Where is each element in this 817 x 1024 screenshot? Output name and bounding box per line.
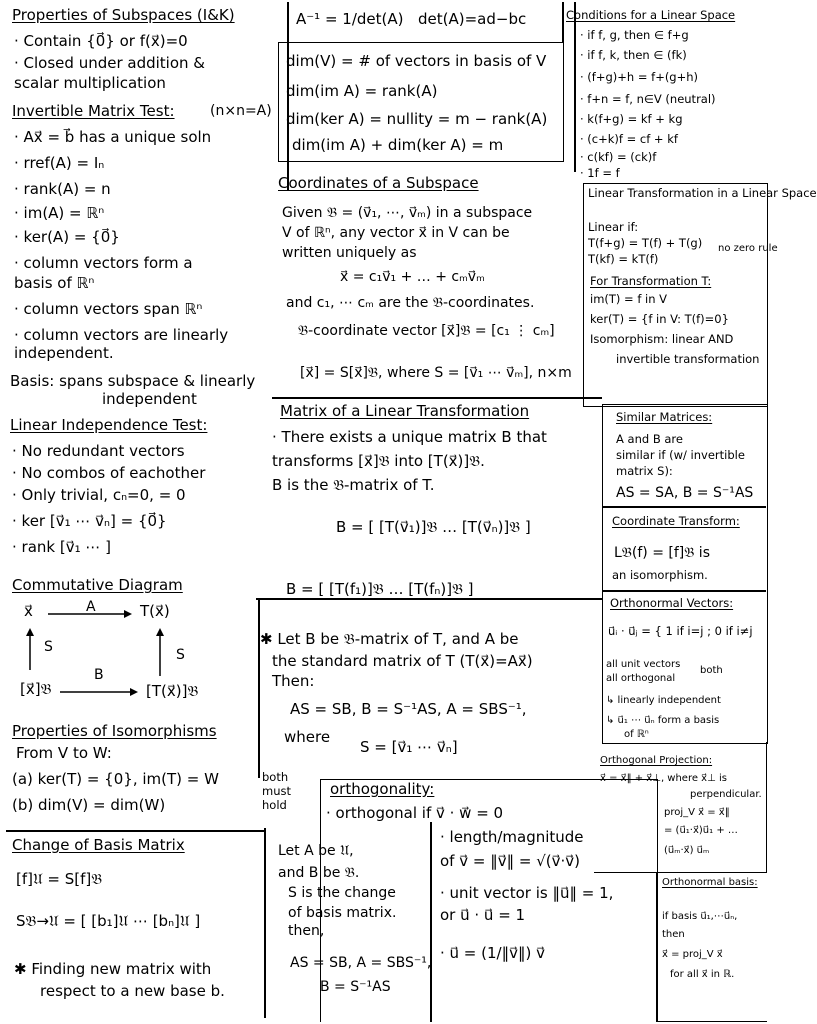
coord-transform-title: Coordinate Transform: xyxy=(612,514,740,528)
list-item: · Ax⃗ = b⃗ has a unique soln xyxy=(14,128,212,146)
note-line: both xyxy=(262,770,289,784)
list-item: · No combos of eachother xyxy=(12,464,206,482)
ortho-basis-box xyxy=(656,872,767,1022)
label-s: S xyxy=(44,639,53,655)
b-matrix-2: B = [ [T(f₁)]𝔅 … [T(fₙ)]𝔅 ] xyxy=(286,580,474,598)
change-eq-2: S𝔅→𝔘 = [ [b₁]𝔘 ⋯ [bₙ]𝔘 ] xyxy=(16,912,201,930)
list-item: · (f+g)+h = f+(g+h) xyxy=(580,70,699,84)
from-line: From V to W: xyxy=(16,744,112,762)
list-item: · ker [v⃗₁ ⋯ v⃗ₙ] = {0⃗} xyxy=(12,512,167,530)
star-line: ✱ Finding new matrix with xyxy=(14,960,212,978)
inverse-formula: A⁻¹ = 1/det(A) xyxy=(296,10,404,28)
list-item: · ker(A) = {0⃗} xyxy=(14,228,120,246)
text-line: proj_V x⃗ = x⃗‖ xyxy=(664,807,730,818)
text-line: the standard matrix of T (T(x⃗)=Ax⃗) xyxy=(272,652,533,670)
text-line: perpendicular. xyxy=(690,789,762,800)
divider xyxy=(430,822,432,1022)
text-line: A and B are xyxy=(616,432,683,446)
text-line: V of ℝⁿ, any vector x⃗ in V can be xyxy=(282,225,510,241)
basis-line: Basis: spans subspace & linearly xyxy=(10,372,256,390)
divider xyxy=(6,830,264,832)
list-item: of v⃗ = ‖v⃗‖ = √(v⃗·v⃗) xyxy=(440,852,580,870)
list-item: · 1f = f xyxy=(580,166,620,180)
arrowhead xyxy=(124,610,132,618)
node-tx: T(x⃗) xyxy=(140,602,170,620)
list-item: · No redundant vectors xyxy=(12,442,185,460)
independence-title: Linear Independence Test: xyxy=(10,416,208,434)
text-line: of ℝⁿ xyxy=(624,729,649,740)
divider xyxy=(602,506,766,508)
dim-line: dim(ker A) = nullity = m − rank(A) xyxy=(286,110,548,128)
label-b: B xyxy=(94,667,104,683)
orthonormal-title: Orthonormal Vectors: xyxy=(610,596,734,610)
text-line: · There exists a unique matrix B that xyxy=(272,428,547,446)
divider xyxy=(256,598,602,600)
let-eq-2: B = S⁻¹AS xyxy=(320,979,391,995)
change-eq-1: [f]𝔘 = S[f]𝔅 xyxy=(16,870,103,888)
text-line: B is the 𝔅-matrix of T. xyxy=(272,476,435,494)
for-t: For Transformation T: xyxy=(590,274,712,288)
basis-line: independent xyxy=(102,390,197,408)
list-item: · if f, k, then ∈ (fk) xyxy=(580,48,687,62)
dim-line: dim(im A) = rank(A) xyxy=(286,82,438,100)
list-item: · u⃗ = (1/‖v⃗‖) v⃗ xyxy=(440,944,545,962)
text-line: 𝔅-coordinate vector [x⃗]𝔅 = [c₁ ⋮ cₘ] xyxy=(298,323,555,339)
similar-title: Similar Matrices: xyxy=(616,410,713,424)
list-item: · k(f+g) = kf + kg xyxy=(580,112,683,126)
divider xyxy=(562,2,564,42)
list-item: · if f, g, then ∈ f+g xyxy=(580,28,689,42)
divider xyxy=(264,828,266,1018)
list-item: · Closed under addition & xyxy=(14,54,205,72)
s-matrix: S = [v⃗₁ ⋯ v⃗ₙ] xyxy=(360,738,458,756)
list-item: independent. xyxy=(14,344,114,362)
list-item: · f+n = f, n∈V (neutral) xyxy=(580,92,716,106)
orthonormal-eq: u⃗ᵢ · u⃗ⱼ = { 1 if i=j ; 0 if i≠j xyxy=(608,624,753,638)
iso-b: (b) dim(V) = dim(W) xyxy=(12,796,166,814)
list-item: · c(kf) = (ck)f xyxy=(580,150,657,164)
list-item: · Only trivial, cₙ=0, = 0 xyxy=(12,486,186,504)
commutative-title: Commutative Diagram xyxy=(12,576,183,594)
text-line: all unit vectors xyxy=(606,659,681,670)
list-item: · column vectors are linearly xyxy=(14,326,229,344)
text-line: [x⃗] = S[x⃗]𝔅, where S = [v⃗₁ ⋯ v⃗ₘ], n×m xyxy=(300,365,572,381)
no-zero-note: no zero rule xyxy=(718,243,778,254)
divider xyxy=(574,2,576,172)
list-item: scalar multiplication xyxy=(14,74,166,92)
text-line: = (u⃗₁·x⃗)u⃗₁ + … xyxy=(664,825,738,836)
text-line: (u⃗ₘ·x⃗) u⃗ₘ xyxy=(664,845,710,856)
text-line: ↳ u⃗₁ ⋯ u⃗ₙ form a basis xyxy=(606,715,720,726)
linear-if: Linear if: xyxy=(588,220,639,234)
text-line: all orthogonal xyxy=(606,673,676,684)
det-formula: det(A)=ad−bc xyxy=(418,10,527,28)
list-item: · rank [v⃗₁ ⋯ ] xyxy=(12,538,111,556)
dim-line: dim(im A) + dim(ker A) = m xyxy=(292,136,504,154)
invertible-title: Invertible Matrix Test: xyxy=(12,102,175,120)
subspaces-title: Properties of Subspaces (I&K) xyxy=(12,6,235,24)
list-item: basis of ℝⁿ xyxy=(14,274,95,292)
change-basis-title: Change of Basis Matrix xyxy=(12,836,185,854)
star-line: respect to a new base b. xyxy=(40,982,225,1000)
text-line: transforms [x⃗]𝔅 into [T(x⃗)]𝔅. xyxy=(272,452,485,470)
list-item: · column vectors form a xyxy=(14,254,193,272)
node-xb: [x⃗]𝔅 xyxy=(20,680,52,698)
text-line: Given 𝔅 = (v⃗₁, ⋯, v⃗ₘ) in a subspace xyxy=(282,205,533,221)
coordinates-title: Coordinates of a Subspace xyxy=(278,174,479,192)
isomorphisms-title: Properties of Isomorphisms xyxy=(12,722,217,740)
text-line: x⃗ = x⃗‖ + x⃗⊥, where x⃗⊥ is xyxy=(600,773,727,784)
text-line: x⃗ = proj_V x⃗ xyxy=(662,949,723,960)
b-matrix-1: B = [ [T(v⃗₁)]𝔅 … [T(v⃗ₙ)]𝔅 ] xyxy=(336,518,531,536)
where-label: where xyxy=(284,728,331,746)
text-line: for all x⃗ in ℝ. xyxy=(670,969,735,980)
ker-line: ker(T) = {f in V: T(f)=0} xyxy=(590,312,729,326)
text-line: ✱ Let B be 𝔅-matrix of T, and A be xyxy=(260,630,519,648)
diagram-arrows xyxy=(0,0,260,720)
arrowhead xyxy=(130,688,138,696)
label-s: S xyxy=(176,647,185,663)
orthogonality-title: orthogonality: xyxy=(330,780,435,798)
arrowhead xyxy=(26,628,34,636)
text-line: ↳ linearly independent xyxy=(606,695,721,706)
coord-transform-tail: an isomorphism. xyxy=(612,568,708,582)
let-eq-1: AS = SB, A = SBS⁻¹, xyxy=(290,955,432,971)
rule-line: T(kf) = kT(f) xyxy=(588,252,659,266)
list-item: · (c+k)f = cf + kf xyxy=(580,132,678,146)
text-line: then, xyxy=(288,923,325,939)
text-line: Then: xyxy=(272,672,315,690)
invertible-note: (n×n=A) xyxy=(210,103,272,119)
list-item: · length/magnitude xyxy=(440,828,584,846)
text-line: x⃗ = c₁v⃗₁ + … + cₘv⃗ₘ xyxy=(340,269,485,285)
matrix-lt-title: Matrix of a Linear Transformation xyxy=(280,402,530,420)
text-line: written uniquely as xyxy=(282,245,417,261)
text-line: and B be 𝔅. xyxy=(278,865,360,881)
rule-line: T(f+g) = T(f) + T(g) xyxy=(588,236,703,250)
dim-line: dim(V) = # of vectors in basis of V xyxy=(286,52,547,70)
node-txb: [T(x⃗)]𝔅 xyxy=(146,682,199,700)
list-item: · Contain {0⃗} or f(x⃗)=0 xyxy=(14,32,188,50)
list-item: · unit vector is ‖u⃗‖ = 1, xyxy=(440,884,614,902)
divider xyxy=(272,397,602,399)
list-item: or u⃗ · u⃗ = 1 xyxy=(440,906,526,924)
ortho-basis-title: Orthonormal basis: xyxy=(662,877,758,888)
list-item: · orthogonal if v⃗ · w⃗ = 0 xyxy=(326,804,504,822)
lin-transform-title: Linear Transformation in a Linear Space xyxy=(588,186,817,200)
note-line: must xyxy=(262,784,291,798)
list-item: · column vectors span ℝⁿ xyxy=(14,300,203,318)
star-eq: AS = SB, B = S⁻¹AS, A = SBS⁻¹, xyxy=(290,700,527,718)
divider xyxy=(602,590,766,592)
im-line: im(T) = f in V xyxy=(590,292,668,306)
note-line: hold xyxy=(262,798,287,812)
text-line: Let A be 𝔘, xyxy=(278,843,354,859)
text-line: S is the change xyxy=(288,885,396,901)
iso-line-2: invertible transformation xyxy=(616,352,760,366)
list-item: · rref(A) = Iₙ xyxy=(14,154,105,172)
iso-line: Isomorphism: linear AND xyxy=(590,332,734,346)
text-line: and c₁, ⋯ cₘ are the 𝔅-coordinates. xyxy=(286,295,535,311)
text-line: if basis u⃗₁,⋯u⃗ₙ, xyxy=(662,911,738,922)
text-line: of basis matrix. xyxy=(288,905,397,921)
text-line: then xyxy=(662,929,685,940)
iso-a: (a) ker(T) = {0}, im(T) = W xyxy=(12,770,219,788)
conditions-title: Conditions for a Linear Space xyxy=(566,8,736,22)
label-a: A xyxy=(86,599,96,615)
similar-eq: AS = SA, B = S⁻¹AS xyxy=(616,485,754,501)
coord-transform-eq: L𝔅(f) = [f]𝔅 is xyxy=(614,545,710,561)
arrowhead xyxy=(156,628,164,636)
node-x: x⃗ xyxy=(24,602,33,620)
list-item: · rank(A) = n xyxy=(14,180,111,198)
projection-title: Orthogonal Projection: xyxy=(600,755,713,766)
list-item: · im(A) = ℝⁿ xyxy=(14,204,105,222)
text-line: similar if (w/ invertible xyxy=(616,448,745,462)
text-line: matrix S): xyxy=(616,464,673,478)
both-note: both xyxy=(700,665,723,676)
